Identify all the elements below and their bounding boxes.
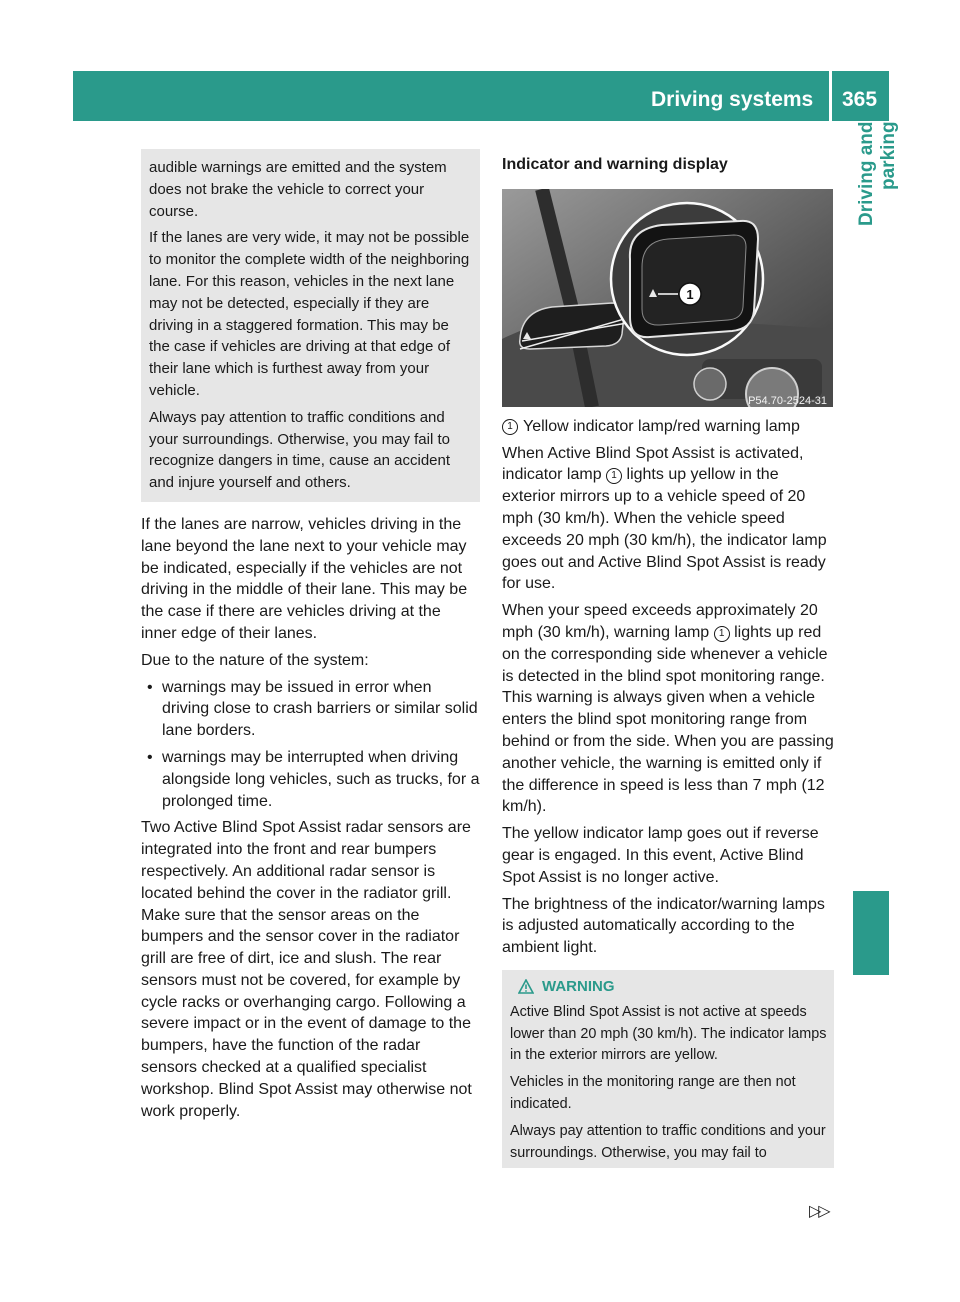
body-text: When Active Blind Spot Assist is activated, indicator lamp: [502, 444, 804, 484]
body-paragraph: The yellow indicator lamp goes out if reverse gear is engaged. In this event, Active Blind Spot Assist is no longer active.: [502, 825, 819, 886]
body-text: When your speed exceeds approximately 20 mph (30 km/h), warning lamp: [502, 602, 818, 641]
header-divider: [829, 71, 832, 121]
left-column: [141, 149, 480, 1127]
warning-title: WARNING: [542, 977, 615, 995]
warning-box-continued: [141, 149, 480, 502]
box-paragraph: audible warnings are emitted and the system does not brake the vehicle to correct your course.: [149, 159, 447, 220]
section-title: Driving systems: [651, 88, 814, 111]
side-tab-label: Driving and parking: [856, 121, 899, 226]
bullet-icon: •: [147, 748, 153, 766]
callout-number-icon: 1: [502, 419, 518, 435]
warning-paragraph: Always pay attention to traffic conditions and your surroundings. Otherwise, you may fail to: [510, 1122, 826, 1161]
mirror-photo: [502, 189, 833, 407]
section-heading: Indicator and warning display: [502, 156, 728, 173]
callout-number-icon: 1: [714, 626, 730, 642]
body-paragraph: [502, 443, 834, 596]
bullet-icon: •: [147, 678, 153, 696]
list-item-text: warnings may be issued in error when driving close to crash barriers or similar solid lane borders.: [162, 678, 478, 740]
body-paragraph: Due to the nature of the system:: [141, 651, 369, 669]
list-item: [141, 747, 480, 812]
figure-callout: 1: [686, 286, 694, 302]
body-text: lights up yellow in the exterior mirrors up to a vehicle speed of 20 mph (30 km/h). When the vehicle speed exceeds 20 mph (30 km/h), the indicator lamp goes out and Active Blind Spot Assist is ready for use.: [502, 466, 827, 593]
callout-number-icon: 1: [606, 468, 622, 484]
side-tab-marker: [853, 891, 889, 975]
figure-legend-text: Yellow indicator lamp/red warning lamp: [523, 417, 800, 435]
body-paragraph: The brightness of the indicator/warning lamps is adjusted automatically according to the ambient light.: [502, 895, 825, 957]
warning-heading: [510, 976, 827, 998]
warning-paragraph: Vehicles in the monitoring range are then not indicated.: [510, 1074, 796, 1112]
box-paragraph: Always pay attention to traffic conditions and your surroundings. Otherwise, you may fail to recognize dangers in time, cause an accident and injure yourself and others.: [149, 408, 451, 492]
body-paragraph: If the lanes are narrow, vehicles driving in the lane beyond the lane next to your vehicle may be indicated, especially if the vehicles are not driving in the middle of their lane. This may be the case if there are vehicles driving at the inner edge of their lanes.: [141, 515, 468, 642]
continue-arrow-icon: ▷▷: [809, 1203, 828, 1220]
warning-triangle-icon: [518, 979, 534, 994]
mirror-illustration: [502, 189, 833, 407]
body-text: lights up red on the corresponding side whenever a vehicle is detected in the blind spot monitoring range. This warning is always given when a vehicle enters the blind spot monitoring range from behind or from the side. When you are passing another vehicle, the warning is emitted only if the difference in speed is less than 7 mph (12 km/h).: [502, 623, 834, 816]
list-item: [141, 677, 480, 742]
right-column: [502, 154, 834, 1168]
box-paragraph: If the lanes are very wide, it may not be possible to monitor the complete width of the neighboring lane. For this reason, vehicles in the next lane may not be detected, especially if they are driving in a staggered formation. This may be the case if vehicles are driving at that edge of their lane which is furthest away from your vehicle.: [149, 229, 470, 399]
figure-legend: [502, 416, 834, 438]
body-paragraph: Two Active Blind Spot Assist radar sensors are integrated into the front and rear bumpers respectively. An additional radar sensor is located behind the cover in the radiator grill. Make sure that the sensor areas on the bumpers and the sensor cover in the radiator grill are free of dirt, ice and slush. The rear sensors must not be covered, for example by cycle racks or overhanging cargo. Following a severe impact or in the event of damage to the bumpers, have the function of the radar sensors checked at a qualified specialist workshop. Blind Spot Assist may otherwise not work properly.: [141, 819, 472, 1120]
body-paragraph: [502, 600, 834, 818]
warning-box: [502, 970, 834, 1168]
page-number: 365: [842, 88, 878, 111]
list-item-text: warnings may be interrupted when driving alongside long vehicles, such as trucks, for a prolonged time.: [162, 748, 480, 810]
warning-paragraph: Active Blind Spot Assist is not active at speeds lower than 20 mph (30 km/h). The indicator lamps in the exterior mirrors are yellow.: [510, 1003, 827, 1064]
figure-code: P54.70-2524-31: [748, 394, 827, 407]
